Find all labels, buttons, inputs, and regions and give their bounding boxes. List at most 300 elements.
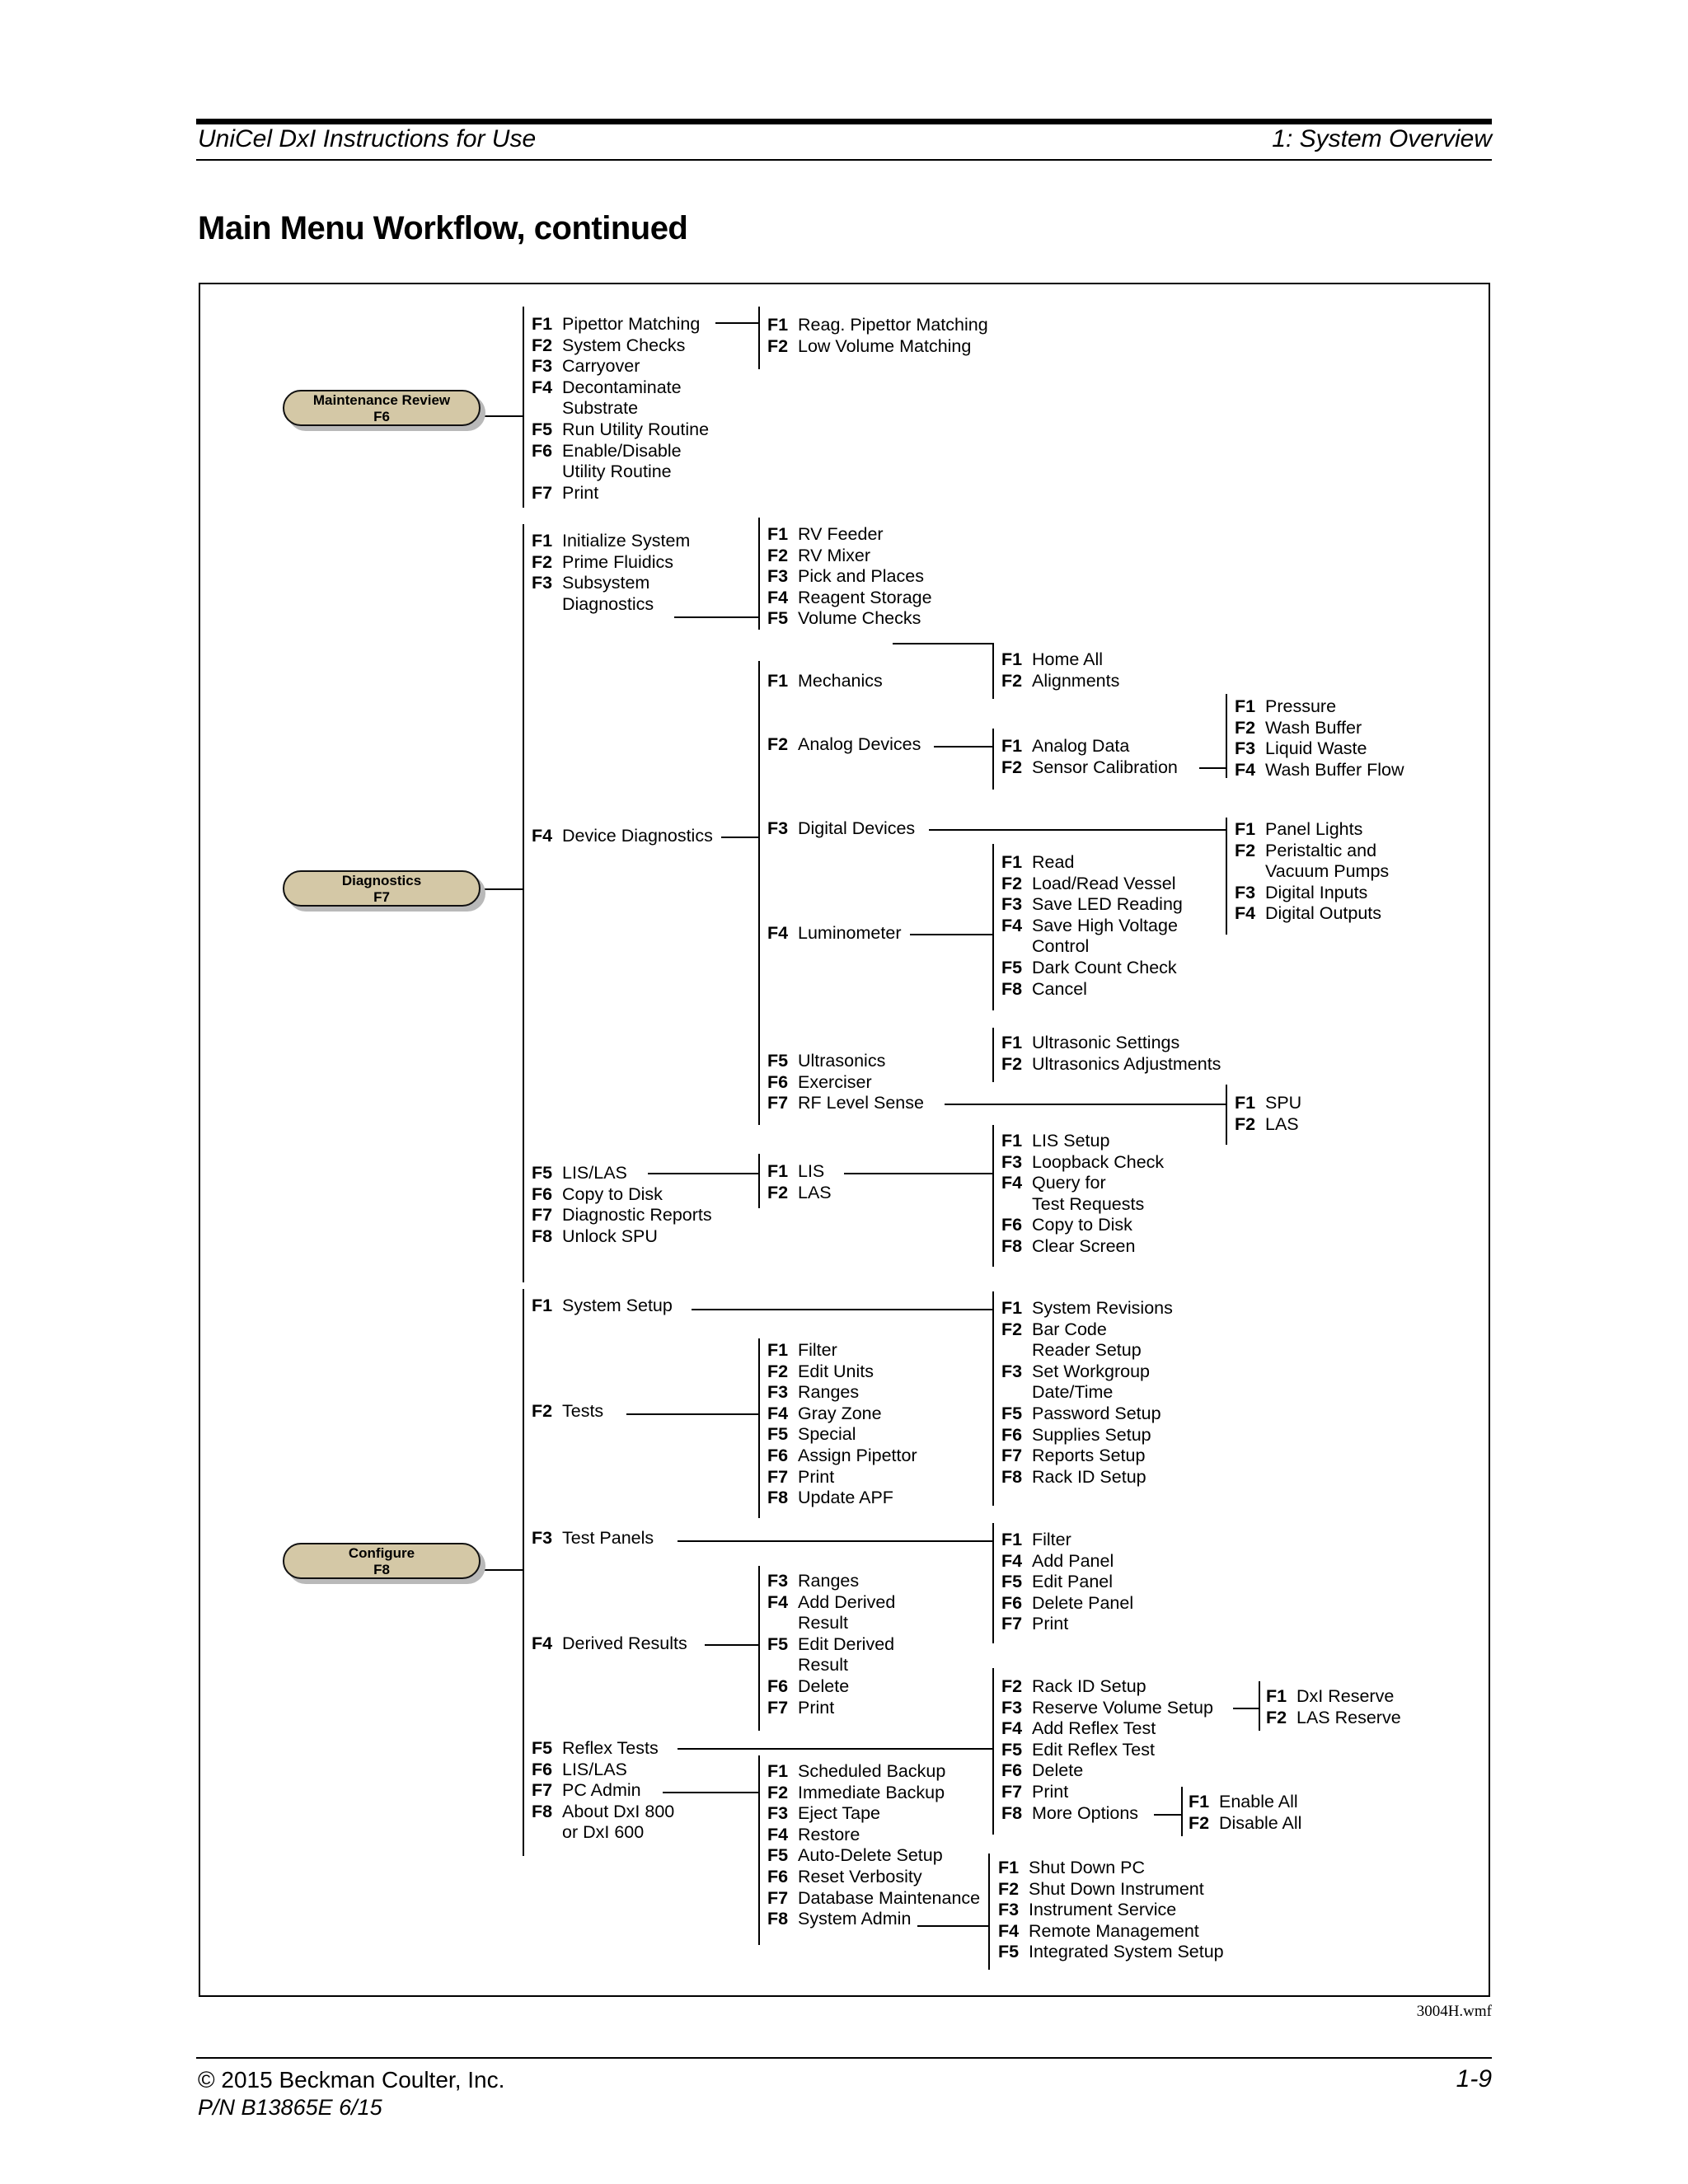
menu-item-label: Ranges (798, 1571, 860, 1591)
menu-block (767, 1161, 832, 1203)
menu-item (767, 315, 988, 336)
function-key: F1 (1189, 1792, 1210, 1811)
node-key: F7 (373, 889, 390, 905)
function-key: F6 (532, 1183, 553, 1204)
function-key: F1 (767, 315, 789, 335)
menu-item (532, 1401, 603, 1422)
function-key: F4 (1001, 1718, 1023, 1739)
menu-item (1235, 903, 1389, 925)
function-key: F2 (532, 335, 553, 355)
function-key: F7 (532, 482, 553, 503)
menu-item-label: Derived Results (562, 1633, 687, 1653)
function-key: F4 (767, 1824, 789, 1844)
function-key: F3 (998, 1900, 1020, 1920)
function-key: F5 (532, 1163, 553, 1183)
function-key: F4 (532, 1633, 553, 1653)
function-key: F7 (1001, 1614, 1023, 1634)
function-key: F8 (767, 1909, 789, 1929)
function-key: F1 (767, 1161, 789, 1181)
menu-item (767, 1613, 895, 1634)
menu-block (532, 1528, 654, 1549)
menu-item-label: Run Utility Routine (562, 419, 710, 439)
menu-item (1001, 1319, 1173, 1341)
menu-item-label: Loopback Check (1032, 1151, 1165, 1172)
menu-block (767, 1340, 917, 1509)
menu-item-label: PC Admin (562, 1780, 641, 1801)
menu-item (998, 1858, 1224, 1879)
menu-item-label: Immediate Backup (798, 1782, 945, 1802)
menu-item-label: Delete (1032, 1760, 1084, 1781)
menu-item (1001, 1340, 1173, 1361)
menu-item (767, 1592, 895, 1614)
menu-item (1001, 1215, 1164, 1236)
function-key: F5 (767, 1051, 789, 1071)
function-key: F4 (1001, 1173, 1023, 1193)
menu-item (767, 1404, 917, 1425)
menu-item-label: Bar Code (1032, 1319, 1107, 1339)
function-key: F2 (532, 1401, 553, 1421)
menu-item (1235, 718, 1404, 739)
menu-item-label: Digital Inputs (1265, 882, 1368, 902)
menu-item (767, 1888, 980, 1910)
menu-item (1001, 649, 1119, 671)
menu-item (532, 314, 709, 335)
function-key: F1 (1001, 1530, 1023, 1549)
menu-item-label: About DxI 800 (562, 1801, 675, 1821)
function-key: F1 (767, 1761, 789, 1781)
menu-item (1001, 1298, 1173, 1319)
menu-item (1001, 958, 1183, 979)
menu-item-label: System Checks (562, 335, 686, 355)
menu-item (767, 818, 915, 840)
menu-item-label: System Revisions (1032, 1298, 1173, 1318)
menu-item-label: LIS (798, 1161, 825, 1181)
menu-item-label: Rack ID Setup (1032, 1676, 1146, 1696)
function-key: F1 (1001, 1298, 1023, 1318)
copyright: © 2015 Beckman Coulter, Inc. (198, 2067, 505, 2093)
menu-item-label: Liquid Waste (1265, 738, 1367, 759)
menu-item (532, 462, 709, 483)
function-key: F6 (1001, 1215, 1023, 1235)
function-key: F4 (767, 1403, 789, 1423)
menu-item-label: More Options (1032, 1802, 1139, 1823)
menu-item-label: Reag. Pipettor Matching (798, 315, 988, 335)
function-key: F6 (1001, 1760, 1023, 1781)
menu-item (532, 531, 690, 552)
node-label: Maintenance Review (312, 392, 451, 408)
menu-item-label: Disable All (1219, 1812, 1302, 1833)
menu-item-label: Control (1032, 936, 1090, 957)
menu-item-label: Analog Data (1032, 736, 1130, 756)
menu-block (1001, 1530, 1133, 1635)
menu-block (532, 531, 690, 615)
menu-item-label: Enable All (1219, 1792, 1298, 1811)
menu-item (1001, 1718, 1213, 1740)
menu-item (1001, 1782, 1213, 1803)
menu-item-label: Delete Panel (1032, 1592, 1134, 1613)
function-key: F1 (532, 531, 553, 551)
menu-item (532, 1822, 674, 1844)
menu-item (767, 1655, 895, 1676)
menu-item-label: Test Requests (1032, 1193, 1145, 1214)
menu-item-label: Load/Read Vessel (1032, 873, 1176, 893)
function-key: F5 (1001, 957, 1023, 977)
menu-item (532, 1633, 687, 1655)
menu-item-label: Result (798, 1655, 848, 1675)
menu-item (1001, 1054, 1221, 1076)
menu-item-label: Utility Routine (562, 462, 672, 482)
menu-item-label: Gray Zone (798, 1403, 882, 1423)
menu-item (1001, 916, 1183, 937)
menu-item (1001, 1740, 1213, 1761)
function-key: F4 (1235, 759, 1256, 780)
menu-item (532, 1184, 712, 1206)
menu-item (1189, 1813, 1301, 1835)
menu-item (1001, 1803, 1213, 1825)
menu-block (767, 1571, 895, 1718)
menu-block (767, 923, 901, 944)
menu-item-label: Scheduled Backup (798, 1761, 946, 1781)
document-title: UniCel DxI Instructions for Use (198, 125, 537, 152)
menu-item-label: Pipettor Matching (562, 314, 701, 334)
menu-item (1189, 1792, 1301, 1813)
menu-item (767, 588, 932, 609)
menu-item (1001, 1361, 1173, 1383)
menu-item-label: Prime Fluidics (562, 551, 673, 572)
menu-item-label: Reflex Tests (562, 1738, 659, 1758)
function-key: F4 (532, 377, 553, 397)
menu-item (1001, 1173, 1164, 1194)
menu-item (767, 1845, 980, 1867)
function-key: F2 (1001, 757, 1023, 777)
function-key: F2 (767, 545, 789, 565)
function-key: F6 (532, 440, 553, 461)
menu-item (532, 335, 709, 357)
menu-item (767, 1761, 980, 1783)
menu-item (1001, 1530, 1133, 1551)
menu-item (767, 923, 901, 944)
function-key: F3 (532, 1528, 553, 1548)
function-key: F3 (1001, 894, 1023, 915)
menu-item (1001, 1593, 1133, 1615)
menu-item (1001, 1404, 1173, 1425)
function-key: F6 (1001, 1424, 1023, 1445)
function-key: F2 (1001, 1319, 1023, 1339)
menu-item-label: Low Volume Matching (798, 335, 972, 356)
function-key: F5 (767, 1845, 789, 1866)
menu-item-label: Read (1032, 852, 1075, 872)
menu-item-label: Rack ID Setup (1032, 1466, 1146, 1487)
menu-item-label: Instrument Service (1029, 1900, 1177, 1920)
menu-block (998, 1858, 1224, 1963)
menu-item (767, 1698, 895, 1719)
menu-item-label: Result (798, 1613, 848, 1633)
menu-item (532, 826, 713, 847)
menu-item (1001, 1698, 1213, 1719)
menu-item (767, 1183, 832, 1204)
menu-item-label: Shut Down Instrument (1029, 1878, 1204, 1899)
menu-item (767, 1382, 917, 1404)
function-key: F3 (767, 1571, 789, 1591)
menu-block (767, 1051, 924, 1114)
menu-item (532, 573, 690, 594)
menu-block (532, 826, 713, 847)
menu-item-label: Assign Pipettor (798, 1445, 917, 1465)
menu-item (1001, 1194, 1164, 1216)
menu-item-label: Mechanics (798, 671, 883, 691)
function-key: F7 (767, 1697, 789, 1718)
function-key: F2 (1235, 840, 1256, 860)
function-key: F3 (1001, 1697, 1023, 1718)
menu-item-label: Tests (562, 1401, 604, 1421)
menu-block (767, 734, 921, 756)
function-key: F8 (1001, 1235, 1023, 1256)
menu-block (767, 1761, 980, 1930)
menu-item (767, 1488, 917, 1509)
menu-item-label: Add Derived (798, 1591, 896, 1612)
menu-item-label: Edit Units (798, 1361, 874, 1381)
menu-item (767, 1340, 917, 1361)
menu-item-label: Print (562, 482, 599, 503)
function-key: F5 (767, 608, 789, 629)
menu-item-label: Ultrasonic Settings (1032, 1033, 1180, 1052)
function-key: F5 (1001, 1403, 1023, 1423)
menu-item-label: SPU (1265, 1093, 1302, 1113)
function-key: F8 (1001, 978, 1023, 999)
menu-item (767, 1867, 980, 1888)
function-key: F4 (767, 587, 789, 607)
function-key: F5 (767, 1424, 789, 1445)
function-key: F3 (1235, 738, 1256, 759)
function-key: F6 (767, 1071, 789, 1092)
menu-item (1235, 760, 1404, 781)
function-key: F6 (532, 1759, 553, 1779)
menu-item-label: Peristaltic and (1265, 840, 1377, 860)
function-key: F3 (1001, 1151, 1023, 1172)
function-key: F5 (1001, 1739, 1023, 1760)
menu-item-label: RV Feeder (798, 524, 884, 544)
menu-block (767, 671, 883, 692)
function-key: F3 (767, 1382, 789, 1403)
function-key: F8 (1001, 1466, 1023, 1487)
figure-id: 3004H.wmf (1416, 2003, 1492, 2020)
function-key: F4 (767, 1591, 789, 1612)
menu-item-label: Reader Setup (1032, 1340, 1142, 1361)
menu-item-label: LIS/LAS (562, 1759, 627, 1779)
menu-block (767, 818, 915, 840)
function-key: F2 (767, 1782, 789, 1802)
menu-item (532, 1780, 674, 1802)
function-key: F1 (1001, 736, 1023, 756)
menu-item-label: Eject Tape (798, 1803, 881, 1824)
menu-item-label: Unlock SPU (562, 1226, 658, 1246)
menu-item-label: Analog Devices (798, 734, 921, 754)
function-key: F5 (767, 1633, 789, 1654)
menu-item-label: RV Mixer (798, 545, 871, 565)
menu-item (1235, 841, 1389, 862)
menu-item-label: Digital Devices (798, 818, 916, 838)
menu-item (767, 1634, 895, 1656)
function-key: F7 (532, 1205, 553, 1226)
function-key: F7 (767, 1887, 789, 1908)
menu-item (1001, 757, 1178, 779)
function-key: F2 (767, 335, 789, 356)
menu-item-label: Add Panel (1032, 1550, 1114, 1571)
menu-block (1235, 819, 1389, 925)
function-key: F1 (1266, 1686, 1287, 1706)
menu-item-label: Subsystem (562, 573, 650, 593)
node-label: Diagnostics (341, 873, 422, 888)
function-key: F3 (532, 573, 553, 593)
menu-item-label: Save High Voltage (1032, 915, 1178, 935)
menu-item (532, 1296, 673, 1317)
menu-block (532, 1296, 673, 1317)
menu-block (532, 1401, 603, 1422)
menu-block (1001, 736, 1178, 778)
menu-block (1189, 1792, 1301, 1834)
function-key: F5 (532, 1738, 553, 1758)
menu-item-label: Device Diagnostics (562, 826, 713, 846)
menu-item (1001, 1446, 1173, 1467)
menu-item (767, 566, 932, 588)
menu-item (532, 441, 709, 462)
menu-item (1266, 1708, 1401, 1729)
menu-item (1001, 1551, 1133, 1572)
menu-block (1001, 1298, 1173, 1488)
menu-item (767, 1676, 895, 1698)
menu-item-label: Delete (798, 1675, 850, 1696)
menu-item (767, 1825, 980, 1846)
menu-item (532, 1226, 712, 1248)
function-key: F8 (767, 1488, 789, 1508)
menu-item (532, 594, 690, 616)
maintenance-review-node (283, 390, 481, 426)
menu-item (1235, 819, 1389, 841)
function-key: F8 (532, 1226, 553, 1246)
menu-item-label: Diagnostics (562, 593, 654, 614)
function-key: F2 (1001, 1053, 1023, 1074)
function-key: F1 (532, 1296, 553, 1315)
function-key: F1 (1235, 1093, 1256, 1113)
function-key: F4 (998, 1920, 1020, 1941)
menu-item (1001, 1236, 1164, 1258)
function-key: F6 (1001, 1592, 1023, 1613)
menu-item (1235, 883, 1389, 904)
menu-item-label: Cancel (1032, 978, 1087, 999)
menu-item-label: Vacuum Pumps (1265, 861, 1390, 882)
menu-item-label: Panel Lights (1265, 819, 1363, 839)
menu-item-label: Set Workgroup (1032, 1361, 1151, 1381)
menu-item-label: Remote Management (1029, 1920, 1199, 1941)
menu-item (767, 1161, 832, 1183)
menu-item (767, 1446, 917, 1467)
menu-block (532, 1738, 674, 1844)
function-key: F2 (998, 1878, 1020, 1899)
function-key: F3 (767, 818, 789, 838)
menu-item (1001, 671, 1119, 692)
function-key: F1 (767, 524, 789, 544)
menu-item (1001, 979, 1183, 1001)
function-key: F7 (1001, 1446, 1023, 1466)
menu-item (767, 1571, 895, 1592)
function-key: F2 (767, 1361, 789, 1381)
menu-item-label: LIS/LAS (562, 1163, 627, 1183)
menu-item (998, 1921, 1224, 1943)
configure-node (283, 1543, 481, 1579)
menu-item (1235, 696, 1404, 718)
menu-item-label: Substrate (562, 398, 639, 419)
menu-item-label: Edit Reflex Test (1032, 1739, 1155, 1760)
menu-item (767, 671, 883, 692)
function-key: F2 (1235, 717, 1256, 738)
menu-item (1001, 1760, 1213, 1782)
function-key: F2 (1001, 1676, 1023, 1696)
menu-item-label: Copy to Disk (1032, 1215, 1132, 1235)
function-key: F2 (767, 734, 789, 754)
menu-item (1235, 861, 1389, 883)
menu-item (1001, 936, 1183, 958)
menu-item-label: Special (798, 1424, 856, 1445)
menu-item (1235, 738, 1404, 760)
menu-item-label: Decontaminate (562, 377, 682, 397)
menu-item (1001, 1131, 1164, 1152)
menu-item-label: Auto-Delete Setup (798, 1845, 943, 1866)
menu-item (1001, 1152, 1164, 1174)
menu-block (1266, 1686, 1401, 1728)
function-key: F5 (532, 419, 553, 439)
menu-block (532, 1633, 687, 1655)
menu-item-label: LAS Reserve (1296, 1707, 1401, 1727)
page-number: 1-9 (1456, 2065, 1492, 2093)
menu-item-label: Add Reflex Test (1032, 1718, 1156, 1739)
menu-item (1001, 1572, 1133, 1593)
menu-block (767, 524, 932, 630)
menu-item-label: Digital Outputs (1265, 903, 1382, 924)
menu-item-label: Date/Time (1032, 1382, 1114, 1403)
menu-item-label: Carryover (562, 356, 640, 377)
menu-item (767, 1051, 924, 1072)
menu-block (1001, 1131, 1164, 1258)
menu-item (1001, 1467, 1173, 1488)
menu-item (767, 524, 932, 546)
node-key: F6 (373, 409, 390, 424)
menu-item-label: Print (798, 1466, 835, 1487)
menu-item-label: LAS (1265, 1113, 1299, 1134)
menu-item (767, 608, 932, 630)
menu-item (767, 1361, 917, 1383)
menu-item-label: Clear Screen (1032, 1235, 1136, 1256)
menu-item-label: Home All (1032, 649, 1104, 669)
function-key: F3 (767, 1803, 789, 1824)
menu-item-label: Sensor Calibration (1032, 757, 1178, 777)
menu-item-label: Query for (1032, 1173, 1106, 1193)
function-key: F1 (1235, 696, 1256, 716)
menu-item-label: Filter (798, 1340, 837, 1360)
menu-item-label: Reports Setup (1032, 1446, 1146, 1466)
page-title: Main Menu Workflow, continued (198, 210, 688, 246)
menu-item-label: Database Maintenance (798, 1887, 981, 1908)
menu-item (1001, 1033, 1221, 1054)
menu-block (532, 314, 709, 504)
function-key: F8 (532, 1801, 553, 1821)
function-key: F4 (1235, 903, 1256, 924)
node-label: Configure (348, 1545, 415, 1561)
function-key: F1 (1001, 1033, 1023, 1052)
menu-item (1235, 1114, 1301, 1136)
menu-item (1235, 1093, 1301, 1114)
menu-item-label: Diagnostic Reports (562, 1205, 712, 1226)
menu-item-label: LAS (798, 1182, 832, 1202)
